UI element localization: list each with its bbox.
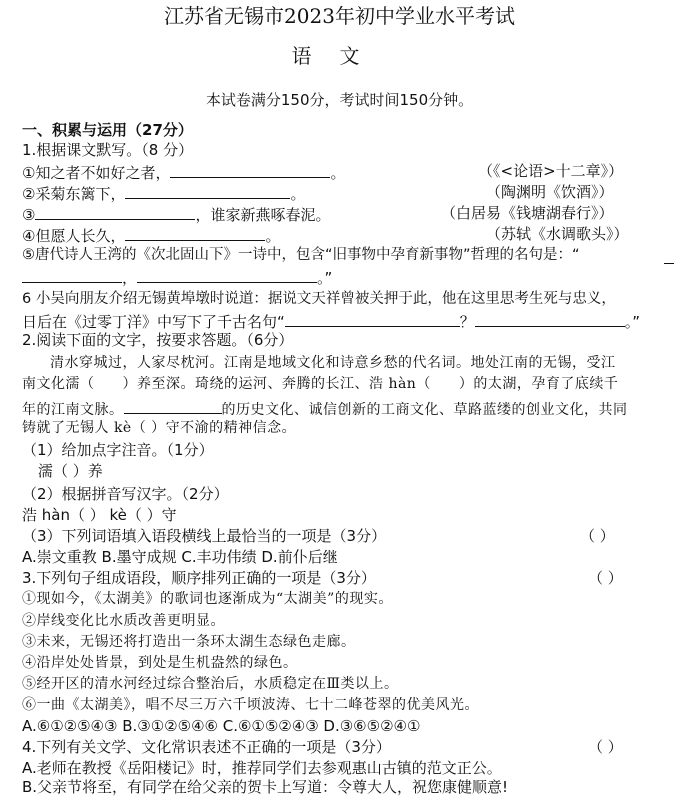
exam-info: 本试卷满分150分，考试时间150分钟。 — [205, 91, 474, 109]
q1-line4 — [22, 224, 280, 246]
q3-item5: ⑤经开区的清水河经过综合整治后，水质稳定在Ⅲ类以上。 — [22, 676, 399, 692]
q2-sub1-answer: 濡（ ）养 — [38, 462, 103, 480]
answer-blank[interactable] — [22, 266, 122, 283]
q4-answer-bracket[interactable]: （ ） — [588, 738, 623, 756]
q1-line1 — [22, 161, 345, 183]
q1-line1-text: ①知之者不如好之者， — [22, 164, 171, 182]
q2-sub3: （3）下列词语填入语段横线上最恰当的一项是（3分） — [22, 527, 387, 545]
q3-item6: ⑥一曲《太湖美》，唱不尽三万六千顷波涛、七十二峰苍翠的优美风光。 — [22, 697, 479, 713]
answer-blank[interactable] — [475, 310, 625, 327]
q1-stem: 1.根据课文默写。（8 分） — [22, 141, 194, 159]
q1-line3 — [22, 203, 330, 225]
exam-title: 江苏省无锡市2023年初中学业水平考试 — [164, 4, 515, 28]
q1-line6-end: 。” — [317, 269, 333, 287]
q1-line2-source: （陶渊明《饮酒》） — [486, 183, 614, 201]
q1-line3-end: ，谁家新燕啄春泥。 — [195, 206, 331, 224]
q1-line1-end: 。 — [330, 164, 346, 182]
q1-line6 — [22, 266, 332, 288]
answer-blank[interactable] — [170, 161, 330, 178]
answer-blank[interactable] — [125, 224, 265, 241]
q2-passage-line3 — [22, 397, 628, 420]
q3-stem: 3.下列句子组成语段，顺序排列正确的一项是（3分） — [22, 569, 376, 587]
q1-line2-text: ②采菊东篱下， — [22, 185, 126, 203]
q2-passage-line2 — [22, 374, 618, 394]
q1-line1-source: （《<论语>十二章》） — [478, 162, 624, 180]
q1-line4-text: ④但愿人长久， — [22, 227, 126, 245]
answer-blank[interactable] — [137, 266, 317, 283]
q1-line4-end: 。 — [265, 227, 281, 245]
q2-sub1: （1）给加点字注音。（1分） — [22, 441, 214, 459]
q3-options: A.⑥①②⑤④③ B.③①②⑤④⑥ C.⑥①⑤②④③ D.③⑥⑤②④① — [22, 717, 421, 735]
q6-line2-mid: ？ — [459, 313, 475, 331]
q1-line2-end: 。 — [290, 185, 306, 203]
q1-line3-source: （白居易《钱塘湖春行》） — [441, 204, 614, 222]
q1-line2 — [22, 182, 305, 204]
q3-item1: ①现如今，《太湖美》的歌词也逐渐成为“太湖美”的现实。 — [22, 591, 393, 607]
answer-blank[interactable] — [35, 203, 195, 220]
q6-line2 — [22, 310, 640, 332]
q6-line2-end: 。” — [624, 313, 641, 331]
q2-passage-3b: 的历史文化、诚信创新的工商文化、草路蓝缕的创业文化，共同 — [221, 402, 628, 418]
section-heading: 一、积累与运用（27分） — [22, 121, 193, 139]
q1-line4-source: （苏轼《水调歌头》） — [486, 225, 629, 243]
q6-line1: 6 小吴向朋友介绍无锡黄埠墩时说道：据说文天祥曾被关押于此，他在这里思考生死与忠义， — [22, 291, 616, 307]
q2-passage-line1: 清水穿城过，人家尽枕河。江南是地域文化和诗意乡愁的代名词。地处江南的无锡，受江 — [50, 355, 616, 371]
q2-stem: 2.阅读下面的文字，按要求答题。（6分） — [22, 331, 294, 349]
q2-passage-2b: ）养至深。琦绕的运河、奔腾的长江、浩 hàn（ — [122, 376, 431, 392]
q1-line6-comma: ， — [122, 269, 138, 287]
q1-line3-text: ③ — [22, 206, 36, 224]
q4-stem: 4.下列有关文学、文化常识表述不正确的一项是（3分） — [22, 738, 391, 756]
q3-answer-bracket[interactable]: （ ） — [588, 569, 623, 587]
answer-blank[interactable] — [125, 182, 290, 199]
q6-line2-text: 日后在《过零丁洋》中写下了千古名句“ — [22, 313, 285, 331]
answer-blank[interactable] — [285, 310, 460, 327]
q2-sub2: （2）根据拼音写汉字。（2分） — [22, 485, 229, 503]
q3-item3: ③未来，无锡还将打造出一条环太湖生态绿色走廊。 — [22, 634, 356, 650]
q3-item4: ④沿岸处处皆景，到处是生机盎然的绿色。 — [22, 655, 298, 671]
q2-sub2-answer: 浩 hàn（ ） kè（ ）守 — [22, 506, 177, 524]
q2-options: A.崇文重教 B.墨守成规 C.丰功伟绩 D.前仆后继 — [22, 548, 338, 566]
answer-blank[interactable] — [124, 397, 222, 414]
q2-passage-line4: 铸就了无锡人 kè（ ）守不渝的精神信念。 — [22, 420, 297, 436]
q1-line5: ⑤唐代诗人王湾的《次北固山下》一诗中，包含“旧事物中孕育新事物”哲理的名句是：“ — [22, 247, 580, 263]
q4-option-a: A.老师在教授《岳阳楼记》时，推荐同学们去参观惠山古镇的范文正公。 — [22, 759, 502, 777]
q2-passage-3a: 年的江南文脉。 — [22, 402, 124, 418]
subject-title: 语文 — [291, 44, 388, 68]
q2-passage-2c: ）的太湖，孕育了底续千 — [458, 376, 619, 392]
q4-option-b: B.父亲节将至，有同学在给父亲的贺卡上写道：令尊大人，祝您康健顺意! — [22, 778, 509, 796]
q3-item2: ②岸线变化比水质改善更明显。 — [22, 613, 225, 629]
q2-passage-2a: 南文化濡（ — [22, 376, 95, 392]
answer-blank[interactable] — [664, 247, 674, 264]
q2-sub3-answer-bracket[interactable]: （ ） — [580, 527, 615, 545]
